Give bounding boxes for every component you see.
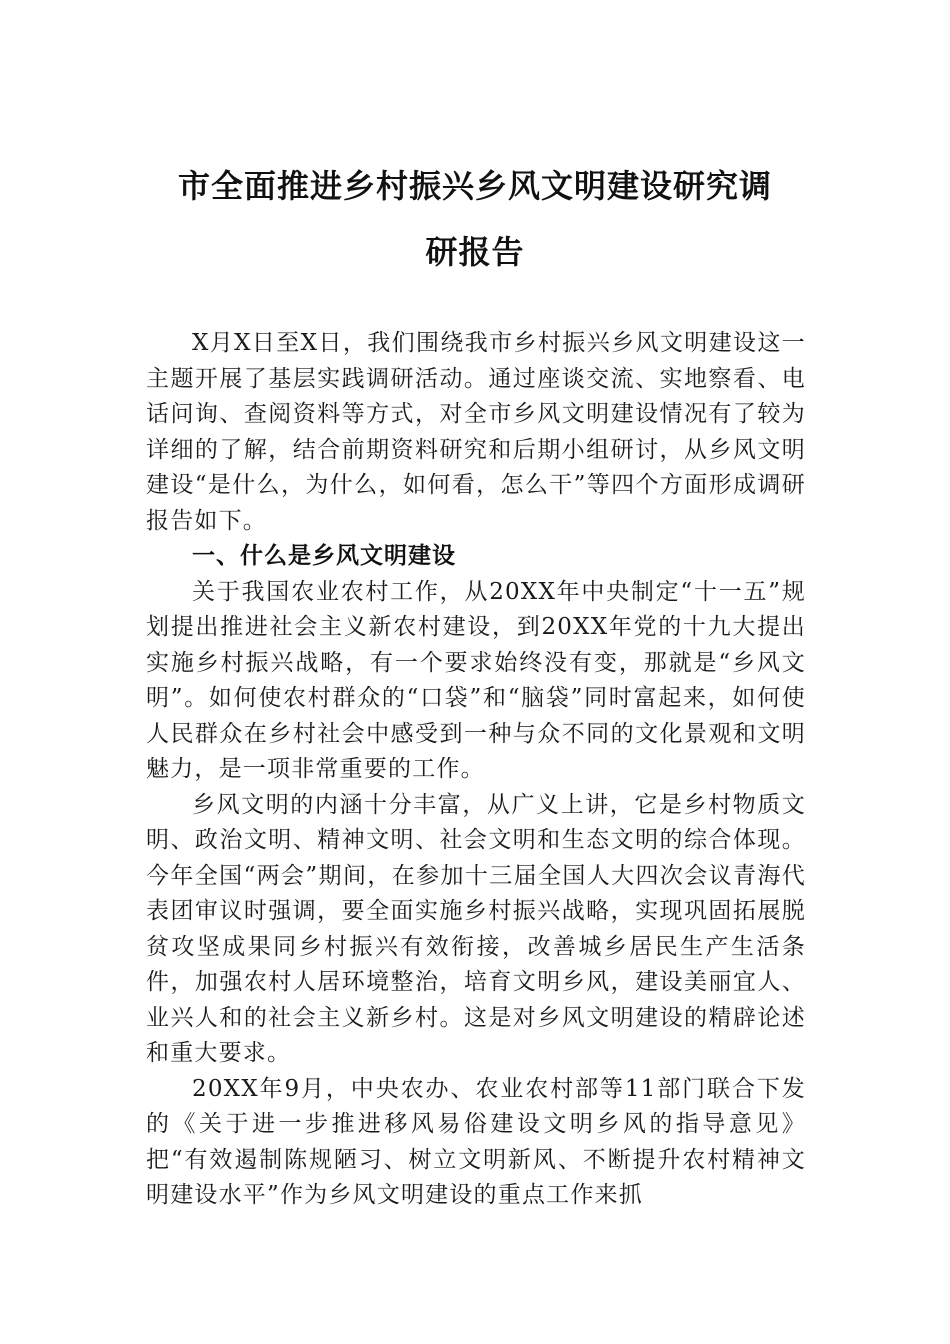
document-title-line-1: 市全面推进乡村振兴乡风文明建设研究调: [177, 167, 772, 205]
body-paragraph: 20XX年9月，中央农办、农业农村部等11部门联合下发的《关于进一步推进移风易俗建设文明乡风的指导意见》把“有效遏制陈规陋习、树立文明新风、不断提升农村精神文明建设水平”作为乡风文明建设的重点工作来抓: [146, 1075, 806, 1208]
body-paragraph: 乡风文明的内涵十分丰富，从广义上讲，它是乡村物质文明、政治文明、精神文明、社会文明和生态文明的综合体现。今年全国“两会”期间，在参加十三届全国人大四次会议青海代表团审议时强调，要全面实施乡村振兴战略，实现巩固拓展脱贫攻坚成果同乡村振兴有效衔接，改善城乡居民生产生活条件，加强农村人居环境整治，培育文明乡风，建设美丽宜人、业兴人和的社会主义新乡村。这是对乡风文明建设的精辟论述和重大要求。: [146, 791, 806, 1066]
section-heading: 一、什么是乡风文明建设: [192, 543, 456, 569]
body-paragraph: 关于我国农业农村工作，从20XX年中央制定“十一五”规划提出推进社会主义新农村建设，到20XX年党的十九大提出实施乡村振兴战略，有一个要求始终没有变，那就是“乡风文明”。如何使农村群众的“口袋”和“脑袋”同时富起来，如何使人民群众在乡村社会中感受到一种与众不同的文化景观和文明魅力，是一项非常重要的工作。: [146, 578, 806, 782]
document-title-line-2: 研报告: [425, 233, 525, 271]
document-body: [146, 326, 806, 1214]
intro-paragraph: X月X日至X日，我们围绕我市乡村振兴乡风文明建设这一主题开展了基层实践调研活动。通过座谈交流、实地察看、电话问询、查阅资料等方式，对全市乡风文明建设情况有了较为详细的了解，结合前期资料研究和后期小组研讨，从乡风文明建设“是什么，为什么，如何看，怎么干”等四个方面形成调研报告如下。: [146, 330, 806, 534]
